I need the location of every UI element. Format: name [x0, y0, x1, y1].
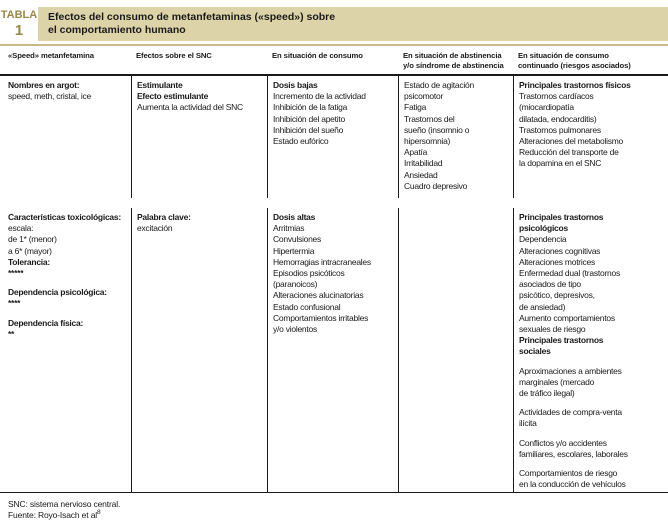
column-header-line: En situación de consumo — [518, 51, 609, 60]
cell-line: speed, meth, cristal, ice — [8, 91, 92, 102]
footnote-superscript: 8 — [97, 509, 101, 517]
table-cell — [267, 208, 398, 492]
cell-line: Incremento de la actividad — [273, 91, 366, 102]
cell-line: sexuales de riesgo — [519, 324, 586, 335]
cell-line: dilatada, endocarditis) — [519, 113, 597, 124]
table-title — [38, 7, 668, 41]
column-header-line: En situación de consumo — [272, 51, 363, 60]
cell-line: excitación — [137, 223, 173, 234]
table-cell — [513, 208, 668, 492]
table-title-line-1: Efectos del consumo de metanfetaminas («speed») sobre — [48, 11, 336, 23]
cell-line: marginales (mercado — [519, 376, 595, 387]
table-tag — [0, 7, 38, 38]
cell-paragraph — [519, 468, 665, 490]
cell-line: Hemorragias intracraneales — [273, 256, 371, 267]
footnote: SNC: sistema nervioso central. — [8, 499, 121, 510]
cell-line: hipersomnia) — [404, 136, 451, 147]
cell-line: Estimulante — [137, 80, 183, 90]
cell-line: de tráfico ilegal) — [519, 388, 575, 399]
cell-line: sueño (insomnio o — [404, 124, 470, 135]
cell-line: Principales trastornos — [519, 212, 604, 222]
cell-paragraph — [273, 80, 395, 147]
table-cell — [131, 76, 267, 198]
cell-line: Estado eufórico — [273, 136, 329, 147]
cell-paragraph — [519, 366, 665, 400]
column-header-line: «Speed» metanfetamina — [8, 51, 94, 60]
cell-line: Dependencia física: — [8, 317, 84, 328]
cell-line: familiares, escolares, laborales — [519, 448, 628, 459]
cell-line: Ansiedad — [404, 169, 438, 180]
cell-line: Características toxicológicas: — [8, 212, 121, 222]
column-header-5 — [513, 51, 668, 70]
footnotes — [0, 493, 668, 521]
cell-line: a 6* (mayor) — [8, 245, 52, 256]
cell-line: Trastornos pulmonares — [519, 124, 601, 135]
cell-line: Fatiga — [404, 102, 427, 113]
cell-line: sociales — [519, 346, 551, 357]
cell-line: Cuadro depresivo — [404, 180, 468, 191]
cell-paragraph — [519, 407, 665, 429]
cell-paragraph — [519, 212, 665, 358]
cell-paragraph — [404, 80, 510, 192]
cell-line: Trastornos del — [404, 113, 455, 124]
cell-line: Tolerancia: — [8, 256, 50, 267]
cell-paragraph — [8, 287, 128, 309]
table-row — [0, 76, 668, 198]
cell-line: de ansiedad) — [519, 301, 566, 312]
cell-line: Aproximaciones a ambientes — [519, 365, 622, 376]
table-cell — [267, 76, 398, 198]
table-row — [0, 208, 668, 492]
cell-line: Irritabilidad — [404, 158, 443, 169]
cell-line: Reducción del transporte de — [519, 147, 619, 158]
cell-paragraph — [8, 318, 128, 340]
table-caption — [0, 0, 668, 41]
table-title-line-2: el comportamiento humano — [48, 24, 186, 36]
column-header-2 — [131, 51, 267, 70]
cell-line: Episodios psicóticos — [273, 268, 345, 279]
cell-line: Actividades de compra-venta — [519, 407, 622, 418]
cell-line: psicótico, depresivos, — [519, 290, 595, 301]
cell-line: ** — [8, 328, 15, 339]
table-cell — [0, 76, 131, 198]
cell-line: (miocardiopatía — [519, 102, 574, 113]
cell-line: Inhibición del apetito — [273, 113, 346, 124]
cell-line: Alteraciones del metabolismo — [519, 136, 624, 147]
cell-line: Dosis bajas — [273, 80, 318, 90]
cell-line: Nombres en argot: — [8, 80, 80, 90]
table-body — [0, 76, 668, 492]
cell-paragraph — [519, 438, 665, 460]
cell-line: Dependencia — [519, 234, 567, 245]
cell-line: Alteraciones cognitivas — [519, 245, 601, 256]
cell-paragraph — [137, 212, 264, 234]
cell-line: Dependencia psicológica: — [8, 287, 107, 298]
table-tag-label: TABLA — [0, 9, 38, 21]
cell-line: en la conducción de vehículos — [519, 479, 626, 490]
cell-line: Conflictos y/o accidentes — [519, 437, 607, 448]
cell-line: Apatía — [404, 147, 428, 158]
cell-line: Comportamientos de riesgo — [519, 468, 618, 479]
cell-line: Enfermedad dual (trastornos — [519, 268, 620, 279]
column-headers — [0, 46, 668, 74]
cell-line: Inhibición del sueño — [273, 124, 344, 135]
table-cell — [0, 208, 131, 492]
cell-paragraph — [8, 212, 128, 279]
cell-line: Hipertermia — [273, 245, 315, 256]
cell-line: la dopamina en el SNC — [519, 158, 602, 169]
cell-line: asociados de tipo — [519, 279, 581, 290]
table-cell — [398, 76, 513, 198]
cell-line: ilícita — [519, 418, 537, 429]
cell-line: psicomotor — [404, 91, 444, 102]
cell-line: Palabra clave: — [137, 212, 191, 222]
cell-line: Principales trastornos físicos — [519, 80, 631, 90]
table-cell — [513, 76, 668, 198]
cell-paragraph — [273, 212, 395, 335]
cell-line: Arritmias — [273, 223, 305, 234]
cell-line: Estado confusional — [273, 301, 341, 312]
cell-line: Alteraciones alucinatorias — [273, 290, 364, 301]
cell-line: Alteraciones motrices — [519, 256, 596, 267]
cell-line: psicológicos — [519, 223, 568, 234]
cell-line: ***** — [8, 268, 24, 279]
column-header-4 — [398, 51, 513, 70]
cell-line: Aumento comportamientos — [519, 312, 615, 323]
cell-line: **** — [8, 298, 21, 309]
cell-line: Dosis altas — [273, 212, 316, 222]
cell-line: escala: — [8, 223, 34, 234]
footnote: Fuente: Royo-Isach et $al^8$ — [8, 509, 101, 521]
column-header-line: Efectos sobre el SNC — [136, 51, 212, 60]
cell-line: Inhibición de la fatiga — [273, 102, 348, 113]
column-header-3 — [267, 51, 398, 70]
cell-line: de 1* (menor) — [8, 234, 57, 245]
cell-line: Trastornos cardíacos — [519, 91, 594, 102]
cell-paragraph — [8, 80, 128, 102]
column-header-line: y/o síndrome de abstinencia — [403, 60, 504, 70]
cell-line: Estado de agitación — [404, 80, 474, 90]
cell-line: Efecto estimulante — [137, 91, 209, 102]
cell-paragraph — [137, 80, 264, 114]
column-header-line: continuado (riesgos asociados) — [518, 60, 631, 70]
cell-paragraph — [519, 80, 665, 170]
cell-line: Aumenta la actividad del SNC — [137, 102, 243, 113]
table-cell — [131, 208, 267, 492]
cell-line: Convulsiones — [273, 234, 322, 245]
table-cell — [398, 208, 513, 492]
cell-line: Comportamientos irritables — [273, 312, 369, 323]
cell-line: y/o violentos — [273, 324, 317, 335]
cell-line: Principales trastornos — [519, 335, 604, 346]
column-header-line: En situación de abstinencia — [403, 51, 502, 60]
cell-line: (paranoicos) — [273, 279, 318, 290]
table-tag-number: 1 — [14, 22, 24, 39]
column-header-1 — [0, 51, 131, 70]
